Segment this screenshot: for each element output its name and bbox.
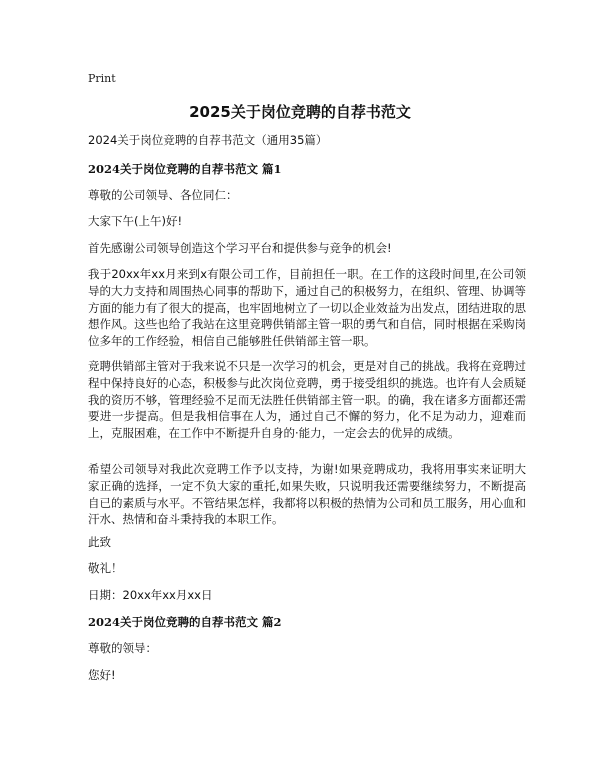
section1-paragraph-1: 我于20xx年xx月来到x有限公司工作，目前担任一职。在工作的这段时间里,在公司领导的大力支持和周围热心同事的帮助下，通过自己的积极努力，在组织、管理、协调等方面的能力有了很大的提高，也牢固地树立了一切以企业效益为出发点，团结进取的思想作风。这些也给了我站在这里竞聘供销部主管一职的勇气和自信，同时根据在采购岗位多年的工作经验，相信自己能够胜任供销部主管一职。 (88, 267, 526, 349)
section1-intro: 首先感谢公司领导创造这个学习平台和提供参与竞争的机会! (88, 241, 392, 255)
page-title: 2025关于岗位竞聘的自荐书范文 (189, 103, 411, 121)
section2-salutation: 尊敬的领导： (88, 641, 157, 655)
section1-paragraph-3: 希望公司领导对我此次竞聘工作予以支持，为谢!如果竞聘成功，我将用事实来证明大家正确的选择，一定不负大家的重托,如果失败，只说明我还需要继续努力，不断提高自已的素质与水平。不管结果怎样，我都将以积极的热情为公司和员工服务，用心血和汗水、热情和奋斗秉持我的本职工作。 (88, 462, 526, 527)
section1-greeting: 大家下午(上午)好! (88, 214, 183, 228)
section1-date: 日期：20xx年xx月xx日 (88, 588, 213, 602)
section2-greeting: 您好! (88, 668, 116, 682)
section1-closing-2: 敬礼！ (88, 561, 123, 575)
section1-heading: 2024关于岗位竞聘的自荐书范文 篇1 (88, 162, 282, 176)
section1-salutation: 尊敬的公司领导、各位同仁： (88, 188, 238, 202)
subtitle: 2024关于岗位竞聘的自荐书范文（通用35篇） (88, 133, 328, 147)
section1-closing-1: 此致 (88, 535, 111, 549)
print-label[interactable]: Print (88, 72, 116, 85)
section2-heading: 2024关于岗位竞聘的自荐书范文 篇2 (88, 615, 282, 629)
section1-paragraph-2: 竞聘供销部主管对于我来说不只是一次学习的机会，更是对自己的挑战。我将在竞聘过程中保持良好的心态，积极参与此次岗位竞聘，勇于接受组织的挑选。也许有人会质疑我的资历不够，管理经验不足而无法胜任供销部主管一职。的确，我在诸多方面都还需要进一步提高。但是我相信事在人为，通过自己不懈的努力，化不足为动力，迎难而上，克服困难，在工作中不断提升自身的·能力，一定会去的优异的成绩。 (88, 359, 526, 441)
